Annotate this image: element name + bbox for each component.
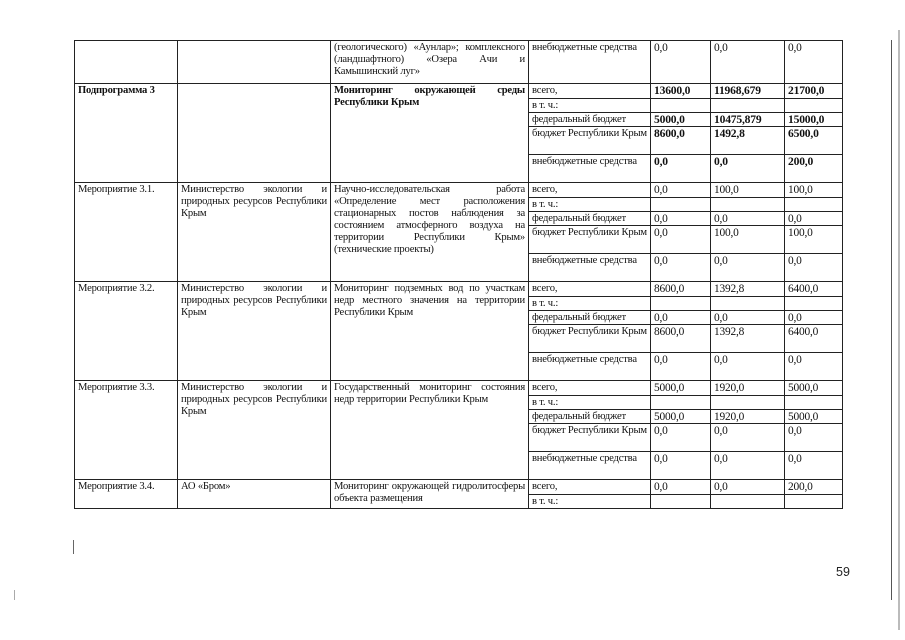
cell-item <box>75 41 178 84</box>
cell-value-1: 5000,0 <box>651 113 711 127</box>
cell-item: Мероприятие 3.2. <box>75 282 178 381</box>
cell-value-3: 0,0 <box>785 212 843 226</box>
cell-source: бюджет Республики Крым <box>529 226 651 254</box>
table-row <box>75 84 843 99</box>
cell-source: бюджет Республики Крым <box>529 424 651 452</box>
cell-source: внебюджетные средства <box>529 155 651 183</box>
scan-edge-shadow <box>898 30 900 630</box>
cell-value-3 <box>785 396 843 410</box>
cell-source: всего, <box>529 183 651 198</box>
table-row <box>75 282 843 297</box>
cell-value-2: 0,0 <box>711 424 785 452</box>
cell-value-1: 8600,0 <box>651 325 711 353</box>
cell-value-1 <box>651 99 711 113</box>
cell-executor <box>178 84 331 183</box>
cell-value-1: 0,0 <box>651 212 711 226</box>
cell-value-2: 0,0 <box>711 353 785 381</box>
cell-source: в т. ч.: <box>529 198 651 212</box>
cell-source: в т. ч.: <box>529 495 651 509</box>
cell-value-2: 1492,8 <box>711 127 785 155</box>
cell-value-1 <box>651 396 711 410</box>
cell-value-2: 0,0 <box>711 212 785 226</box>
cell-value-2: 0,0 <box>711 311 785 325</box>
cell-description: Мониторинг окружающей среды Республики Крым <box>331 84 529 183</box>
cell-item: Мероприятие 3.4. <box>75 480 178 509</box>
cell-value-3 <box>785 198 843 212</box>
cell-executor <box>178 41 331 84</box>
cell-source: в т. ч.: <box>529 297 651 311</box>
cell-source: федеральный бюджет <box>529 410 651 424</box>
cell-source: в т. ч.: <box>529 99 651 113</box>
cell-value-1: 5000,0 <box>651 381 711 396</box>
cell-source: внебюджетные средства <box>529 254 651 282</box>
cell-value-3: 6500,0 <box>785 127 843 155</box>
cell-item: Мероприятие 3.3. <box>75 381 178 480</box>
table-left-border-tick <box>73 540 74 554</box>
cell-value-3 <box>785 297 843 311</box>
cell-value-3: 5000,0 <box>785 381 843 396</box>
cell-value-3 <box>785 99 843 113</box>
cell-value-3: 6400,0 <box>785 325 843 353</box>
cell-value-3: 6400,0 <box>785 282 843 297</box>
cell-source: всего, <box>529 381 651 396</box>
table-row <box>75 480 843 495</box>
cell-value-3: 0,0 <box>785 353 843 381</box>
cell-value-2: 1920,0 <box>711 410 785 424</box>
cell-source: бюджет Республики Крым <box>529 325 651 353</box>
cell-source: внебюджетные средства <box>529 353 651 381</box>
cell-value-1: 0,0 <box>651 183 711 198</box>
cell-value-2 <box>711 297 785 311</box>
cell-value-1: 0,0 <box>651 353 711 381</box>
page-number: 59 <box>836 565 850 579</box>
cell-value-3: 0,0 <box>785 452 843 480</box>
cell-value-1: 8600,0 <box>651 282 711 297</box>
cell-executor: Министерство экологии и природных ресурсов Республики Крым <box>178 183 331 282</box>
cell-value-3: 5000,0 <box>785 410 843 424</box>
cell-value-1 <box>651 297 711 311</box>
cell-item: Подпрограмма 3 <box>75 84 178 183</box>
cell-value-3: 15000,0 <box>785 113 843 127</box>
cell-value-2: 0,0 <box>711 155 785 183</box>
cell-description: Мониторинг окружающей гидролитосферы объекта размещения <box>331 480 529 509</box>
cell-value-2: 0,0 <box>711 480 785 495</box>
cell-description: Государственный мониторинг состояния недр территории Республики Крым <box>331 381 529 480</box>
cell-value-1: 0,0 <box>651 424 711 452</box>
cell-value-3: 0,0 <box>785 424 843 452</box>
cell-source: внебюджетные средства <box>529 41 651 84</box>
cell-value-1: 0,0 <box>651 480 711 495</box>
cell-item: Мероприятие 3.1. <box>75 183 178 282</box>
cell-value-1 <box>651 495 711 509</box>
scan-mark <box>14 590 15 600</box>
cell-description: Научно-исследовательская работа «Определение мест расположения стационарных постов наблюдения за состоянием атмосферного воздуха на территории Республики Крым» (технические проекты) <box>331 183 529 282</box>
cell-description: (геологического) «Аунлар»; комплексного (ландшафтного) «Озера Ачи и Камышинский луг» <box>331 41 529 84</box>
cell-value-3: 100,0 <box>785 226 843 254</box>
cell-value-3: 21700,0 <box>785 84 843 99</box>
cell-executor: Министерство экологии и природных ресурсов Республики Крым <box>178 282 331 381</box>
cell-value-3: 0,0 <box>785 311 843 325</box>
table-row <box>75 183 843 198</box>
cell-value-1: 0,0 <box>651 41 711 84</box>
cell-value-1: 13600,0 <box>651 84 711 99</box>
cell-value-2: 0,0 <box>711 254 785 282</box>
cell-value-2 <box>711 495 785 509</box>
cell-description: Мониторинг подземных вод по участкам недр местного значения на территории Республики Крым <box>331 282 529 381</box>
cell-value-3: 200,0 <box>785 155 843 183</box>
cell-source: федеральный бюджет <box>529 311 651 325</box>
cell-value-2: 0,0 <box>711 452 785 480</box>
cell-value-3 <box>785 495 843 509</box>
cell-value-1: 5000,0 <box>651 410 711 424</box>
cell-value-3: 200,0 <box>785 480 843 495</box>
cell-source: федеральный бюджет <box>529 212 651 226</box>
cell-value-1: 0,0 <box>651 226 711 254</box>
cell-value-2: 1392,8 <box>711 325 785 353</box>
cell-value-3: 0,0 <box>785 254 843 282</box>
cell-value-1: 0,0 <box>651 254 711 282</box>
page-edge-line <box>891 40 892 600</box>
cell-value-2 <box>711 198 785 212</box>
cell-source: всего, <box>529 480 651 495</box>
cell-value-1 <box>651 198 711 212</box>
cell-value-2: 11968,679 <box>711 84 785 99</box>
cell-source: всего, <box>529 84 651 99</box>
cell-value-2: 100,0 <box>711 183 785 198</box>
cell-value-2: 10475,879 <box>711 113 785 127</box>
cell-value-3: 100,0 <box>785 183 843 198</box>
cell-value-1: 0,0 <box>651 155 711 183</box>
cell-value-2 <box>711 396 785 410</box>
program-funding-table <box>74 40 843 509</box>
cell-value-2: 100,0 <box>711 226 785 254</box>
cell-value-2: 0,0 <box>711 41 785 84</box>
cell-value-2 <box>711 99 785 113</box>
cell-value-1: 8600,0 <box>651 127 711 155</box>
cell-source: всего, <box>529 282 651 297</box>
cell-source: в т. ч.: <box>529 396 651 410</box>
cell-source: бюджет Республики Крым <box>529 127 651 155</box>
table-row <box>75 381 843 396</box>
cell-executor: АО «Бром» <box>178 480 331 509</box>
table-row <box>75 41 843 84</box>
cell-value-2: 1920,0 <box>711 381 785 396</box>
cell-value-1: 0,0 <box>651 311 711 325</box>
cell-executor: Министерство экологии и природных ресурсов Республики Крым <box>178 381 331 480</box>
cell-value-1: 0,0 <box>651 452 711 480</box>
cell-source: федеральный бюджет <box>529 113 651 127</box>
cell-source: внебюджетные средства <box>529 452 651 480</box>
cell-value-2: 1392,8 <box>711 282 785 297</box>
cell-value-3: 0,0 <box>785 41 843 84</box>
